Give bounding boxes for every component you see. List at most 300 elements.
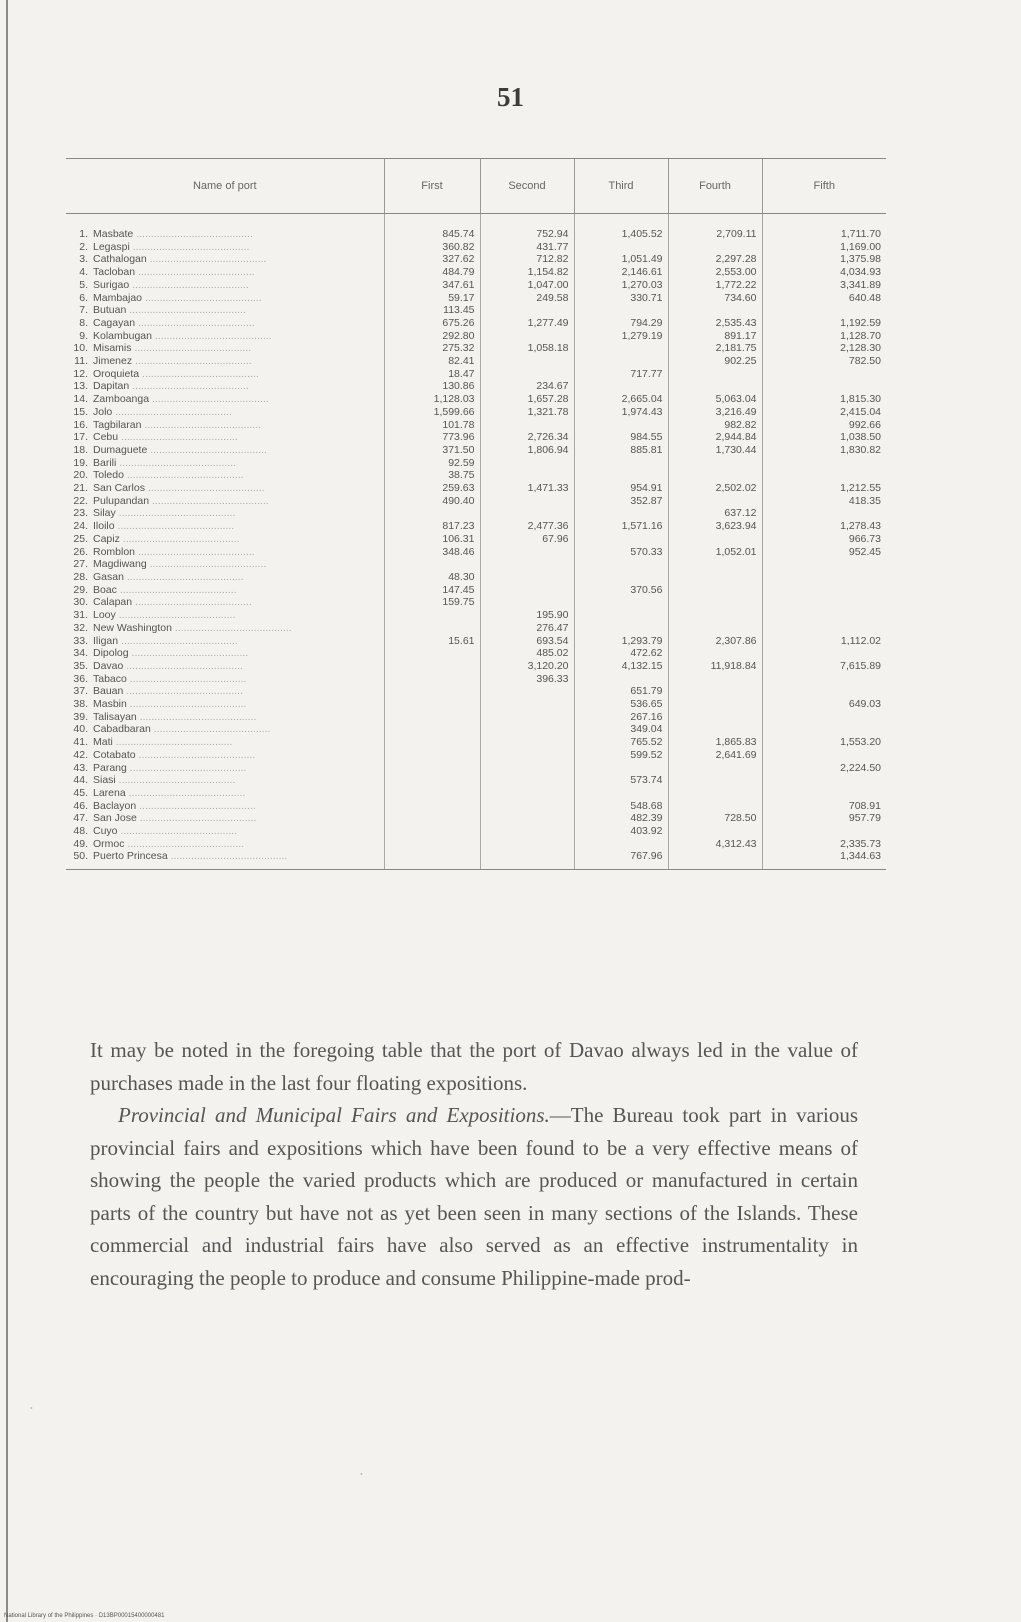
value-cell-third (574, 596, 668, 609)
port-name-cell (66, 584, 384, 597)
port-name: San Jose (93, 812, 137, 825)
value-cell-third: 767.96 (574, 850, 668, 869)
value-cell-third (574, 457, 668, 470)
value-cell-fourth: 637.12 (668, 507, 762, 520)
leader-dots: ........................................ (171, 621, 292, 634)
table-row (66, 698, 886, 711)
value-cell-third: 2,665.04 (574, 393, 668, 406)
port-name-cell (66, 622, 384, 635)
leader-dots: ........................................ (129, 278, 249, 291)
page-edge-rule (6, 0, 8, 1622)
value-cell-first (384, 812, 480, 825)
port-name-cell (66, 812, 384, 825)
leader-dots: ........................................ (135, 545, 255, 558)
row-number: 23. (73, 507, 88, 520)
leader-dots: ........................................ (124, 837, 245, 850)
value-cell-fourth (668, 711, 762, 724)
port-name-cell (66, 596, 384, 609)
leader-dots: ........................................ (128, 647, 249, 660)
value-cell-first: 113.45 (384, 304, 480, 317)
table-row (66, 711, 886, 724)
value-cell-fifth (762, 558, 886, 571)
value-cell-second (480, 838, 574, 851)
table-row (66, 749, 886, 762)
leader-dots: ........................................ (139, 367, 259, 380)
row-number: 20. (73, 469, 88, 482)
table-row (66, 406, 886, 419)
port-name-cell (66, 800, 384, 813)
leader-dots: ........................................ (118, 431, 238, 444)
value-cell-first (384, 660, 480, 673)
value-cell-second: 67.96 (480, 533, 574, 546)
port-name-cell (66, 571, 384, 584)
ports-purchases-table (66, 158, 886, 870)
value-cell-second (480, 800, 574, 813)
value-cell-fifth: 7,615.89 (762, 660, 886, 673)
value-cell-first: 15.61 (384, 635, 480, 648)
value-cell-second: 431.77 (480, 241, 574, 254)
value-cell-first: 360.82 (384, 241, 480, 254)
value-cell-third: 2,146.61 (574, 266, 668, 279)
value-cell-second (480, 812, 574, 825)
row-number: 38. (73, 698, 88, 711)
port-name-cell (66, 635, 384, 648)
table-header-row (66, 159, 886, 214)
value-cell-fourth: 734.60 (668, 292, 762, 305)
port-name: Butuan (93, 304, 127, 317)
value-cell-first (384, 762, 480, 775)
value-cell-second: 1,277.49 (480, 317, 574, 330)
leader-dots: ........................................ (167, 850, 288, 863)
port-name: Zamboanga (93, 393, 150, 406)
value-cell-first: 845.74 (384, 214, 480, 241)
port-name: Jimenez (93, 355, 133, 368)
port-name-cell (66, 838, 384, 851)
value-cell-fifth: 2,224.50 (762, 762, 886, 775)
value-cell-fifth: 640.48 (762, 292, 886, 305)
port-name-cell (66, 546, 384, 559)
value-cell-fourth: 2,641.69 (668, 749, 762, 762)
port-name-cell (66, 850, 384, 869)
row-number: 3. (79, 253, 88, 266)
scan-speck: • (360, 1470, 363, 1479)
value-cell-second (480, 711, 574, 724)
row-number: 42. (73, 748, 88, 761)
value-cell-fifth: 2,128.30 (762, 342, 886, 355)
leader-dots: ........................................ (146, 253, 267, 266)
value-cell-fourth (668, 596, 762, 609)
value-cell-first: 484.79 (384, 266, 480, 279)
table-row (66, 774, 886, 787)
value-cell-third: 349.04 (574, 723, 668, 736)
leader-dots: ........................................ (123, 659, 243, 672)
row-number: 48. (73, 825, 88, 838)
value-cell-third: 1,571.16 (574, 520, 668, 533)
port-name: Siasi (93, 774, 116, 787)
table-row (66, 457, 886, 470)
value-cell-fourth (668, 685, 762, 698)
port-name: Bauan (93, 685, 124, 698)
value-cell-first (384, 787, 480, 800)
value-cell-fifth: 3,341.89 (762, 279, 886, 292)
table-row (66, 850, 886, 869)
value-cell-fifth (762, 368, 886, 381)
value-cell-second (480, 419, 574, 432)
ports-table-container (66, 158, 886, 870)
value-cell-fifth: 1,278.43 (762, 520, 886, 533)
row-number: 28. (73, 570, 88, 583)
value-cell-fourth: 1,772.22 (668, 279, 762, 292)
value-cell-fifth (762, 673, 886, 686)
paragraph-davao-note: It may be noted in the foregoing table that the port of Davao always led in the value of purchases made in the last four floating expositions. (90, 1038, 858, 1095)
value-cell-fifth: 2,415.04 (762, 406, 886, 419)
value-cell-first (384, 698, 480, 711)
value-cell-fifth: 1,169.00 (762, 241, 886, 254)
value-cell-third: 482.39 (574, 812, 668, 825)
row-number: 21. (73, 482, 88, 495)
row-number: 50. (73, 850, 88, 863)
value-cell-second (480, 304, 574, 317)
value-cell-third: 954.91 (574, 482, 668, 495)
row-number: 2. (79, 240, 88, 253)
port-name-cell (66, 279, 384, 292)
value-cell-fifth: 992.66 (762, 419, 886, 432)
value-cell-fourth (668, 304, 762, 317)
leader-dots: ........................................ (146, 558, 267, 571)
value-cell-first (384, 825, 480, 838)
port-name: Dapitan (93, 380, 130, 393)
value-cell-fifth: 1,212.55 (762, 482, 886, 495)
value-cell-second (480, 774, 574, 787)
row-number: 43. (73, 761, 88, 774)
value-cell-fifth (762, 609, 886, 622)
row-number: 33. (73, 634, 88, 647)
table-row (66, 330, 886, 343)
value-cell-third: 984.55 (574, 431, 668, 444)
value-cell-second (480, 685, 574, 698)
value-cell-second: 2,477.36 (480, 520, 574, 533)
leader-dots: ........................................ (136, 710, 257, 723)
value-cell-third (574, 838, 668, 851)
port-name-cell (66, 787, 384, 800)
value-cell-first (384, 800, 480, 813)
value-cell-fourth (668, 380, 762, 393)
value-cell-fifth (762, 584, 886, 597)
table-row (66, 469, 886, 482)
port-name: Gasan (93, 570, 124, 583)
value-cell-second: 1,806.94 (480, 444, 574, 457)
value-cell-second: 1,047.00 (480, 279, 574, 292)
value-cell-first: 48.30 (384, 571, 480, 584)
port-name-cell (66, 520, 384, 533)
port-name-cell (66, 647, 384, 660)
port-name-cell (66, 723, 384, 736)
table-row (66, 800, 886, 813)
port-name-cell (66, 825, 384, 838)
value-cell-second: 1,657.28 (480, 393, 574, 406)
port-name: Calapan (93, 596, 133, 609)
table-row (66, 838, 886, 851)
value-cell-third: 885.81 (574, 444, 668, 457)
row-number: 25. (73, 532, 88, 545)
value-cell-third (574, 673, 668, 686)
header-second: Second (480, 159, 574, 214)
table-body (66, 214, 886, 870)
body-text (90, 1034, 858, 1294)
value-cell-fourth (668, 673, 762, 686)
value-cell-fourth (668, 698, 762, 711)
value-cell-first: 82.41 (384, 355, 480, 368)
port-name: Silay (93, 507, 116, 520)
table-row (66, 812, 886, 825)
row-number: 8. (79, 316, 88, 329)
leader-dots: ........................................ (123, 685, 243, 698)
value-cell-fifth: 1,192.59 (762, 317, 886, 330)
leader-dots: ........................................ (135, 748, 256, 761)
port-name-cell (66, 431, 384, 444)
row-number: 47. (73, 812, 88, 825)
value-cell-first (384, 609, 480, 622)
port-name-cell (66, 774, 384, 787)
value-cell-fifth (762, 787, 886, 800)
row-number: 7. (79, 304, 88, 317)
table-row (66, 253, 886, 266)
table-row (66, 355, 886, 368)
value-cell-fourth: 5,063.04 (668, 393, 762, 406)
port-name: Cuyo (93, 825, 118, 838)
value-cell-first (384, 685, 480, 698)
value-cell-first: 490.40 (384, 495, 480, 508)
value-cell-second (480, 546, 574, 559)
value-cell-fourth (668, 723, 762, 736)
row-number: 40. (73, 723, 88, 736)
value-cell-third: 370.56 (574, 584, 668, 597)
value-cell-first: 817.23 (384, 520, 480, 533)
leader-dots: ........................................ (116, 456, 236, 469)
value-cell-fifth: 1,711.70 (762, 214, 886, 241)
value-cell-third: 536.65 (574, 698, 668, 711)
value-cell-third (574, 507, 668, 520)
table-row (66, 635, 886, 648)
row-number: 19. (73, 456, 88, 469)
value-cell-fifth: 1,815.30 (762, 393, 886, 406)
value-cell-fifth: 952.45 (762, 546, 886, 559)
port-name: Boac (93, 583, 117, 596)
port-name: San Carlos (93, 482, 145, 495)
table-row (66, 279, 886, 292)
leader-dots: ........................................ (123, 469, 244, 482)
table-row (66, 660, 886, 673)
value-cell-fifth (762, 685, 886, 698)
value-cell-first: 371.50 (384, 444, 480, 457)
row-number: 39. (73, 710, 88, 723)
leader-dots: ........................................ (126, 698, 247, 711)
value-cell-fourth (668, 800, 762, 813)
port-name-cell (66, 330, 384, 343)
value-cell-second: 485.02 (480, 647, 574, 660)
value-cell-fifth: 2,335.73 (762, 838, 886, 851)
port-name-cell (66, 469, 384, 482)
port-name: Pulupandan (93, 494, 150, 507)
value-cell-fourth: 1,730.44 (668, 444, 762, 457)
value-cell-third (574, 622, 668, 635)
value-cell-third: 570.33 (574, 546, 668, 559)
value-cell-first (384, 622, 480, 635)
value-cell-third: 1,293.79 (574, 635, 668, 648)
table-row (66, 444, 886, 457)
value-cell-second: 1,058.18 (480, 342, 574, 355)
port-name-cell (66, 660, 384, 673)
value-cell-second (480, 596, 574, 609)
value-cell-second (480, 571, 574, 584)
row-number: 41. (73, 736, 88, 749)
value-cell-fourth (668, 241, 762, 254)
value-cell-third (574, 419, 668, 432)
port-name-cell (66, 419, 384, 432)
table-row (66, 266, 886, 279)
value-cell-first: 106.31 (384, 533, 480, 546)
table-row (66, 241, 886, 254)
value-cell-fifth: 1,038.50 (762, 431, 886, 444)
table-row (66, 584, 886, 597)
value-cell-fourth: 2,535.43 (668, 317, 762, 330)
leader-dots: ........................................ (115, 507, 236, 520)
paragraph-fairs-body: —The Bureau took part in various provincial fairs and expositions which have been found to be a very effective means of showing the people the varied products which are produced or manufactured in certain parts of the country but have not as yet been seen in many sections of the Islands. These commercial and industrial fairs have also served as an effective instrumentality in encouraging the people to produce and consume Philippine-made prod- (90, 1103, 858, 1290)
leader-dots: ........................................ (136, 812, 257, 825)
value-cell-third: 403.92 (574, 825, 668, 838)
value-cell-second: 2,726.34 (480, 431, 574, 444)
value-cell-second (480, 749, 574, 762)
value-cell-second (480, 736, 574, 749)
port-name: Oroquieta (93, 367, 140, 380)
leader-dots: ........................................ (149, 393, 269, 406)
row-number: 31. (73, 609, 88, 622)
port-name: Cotabato (93, 748, 136, 761)
leader-dots: ........................................ (132, 355, 252, 368)
row-number: 6. (79, 291, 88, 304)
row-number: 10. (73, 342, 88, 355)
value-cell-first: 773.96 (384, 431, 480, 444)
value-cell-third: 267.16 (574, 711, 668, 724)
leader-dots: ........................................ (133, 228, 253, 240)
table-row (66, 723, 886, 736)
row-number: 5. (79, 278, 88, 291)
value-cell-fourth (668, 571, 762, 584)
table-row (66, 533, 886, 546)
value-cell-fourth: 891.17 (668, 330, 762, 343)
value-cell-second (480, 558, 574, 571)
leader-dots: ........................................ (118, 634, 238, 647)
value-cell-fourth: 2,181.75 (668, 342, 762, 355)
port-name-cell (66, 444, 384, 457)
port-name-cell (66, 292, 384, 305)
leader-dots: ........................................ (125, 786, 246, 799)
value-cell-second (480, 457, 574, 470)
row-number: 26. (73, 545, 88, 558)
leader-dots: ........................................ (123, 570, 244, 583)
table-row (66, 214, 886, 241)
value-cell-second: 752.94 (480, 214, 574, 241)
row-number: 36. (73, 672, 88, 685)
value-cell-first (384, 507, 480, 520)
row-number: 32. (73, 621, 88, 634)
value-cell-fifth (762, 507, 886, 520)
port-name: Tagbilaran (93, 418, 142, 431)
port-name-cell (66, 533, 384, 546)
value-cell-fifth (762, 380, 886, 393)
row-number: 27. (73, 558, 88, 571)
value-cell-fourth: 3,623.94 (668, 520, 762, 533)
value-cell-fifth: 4,034.93 (762, 266, 886, 279)
leader-dots: ........................................ (115, 774, 236, 787)
value-cell-second (480, 355, 574, 368)
leader-dots: ........................................ (135, 316, 255, 329)
table-row (66, 571, 886, 584)
leader-dots: ........................................ (136, 799, 256, 812)
row-number: 18. (73, 443, 88, 456)
port-name-cell (66, 711, 384, 724)
value-cell-fourth (668, 609, 762, 622)
table-row (66, 762, 886, 775)
row-number: 30. (73, 596, 88, 609)
value-cell-third (574, 304, 668, 317)
value-cell-second: 396.33 (480, 673, 574, 686)
value-cell-first: 130.86 (384, 380, 480, 393)
header-name-of-port: Name of port (66, 159, 384, 214)
header-first: First (384, 159, 480, 214)
leader-dots: ........................................ (129, 240, 250, 253)
table-row (66, 393, 886, 406)
port-name-cell (66, 482, 384, 495)
value-cell-fourth: 902.25 (668, 355, 762, 368)
value-cell-third (574, 469, 668, 482)
table-row (66, 292, 886, 305)
table-row (66, 647, 886, 660)
row-number: 45. (73, 786, 88, 799)
port-name: Kolambugan (93, 329, 152, 342)
port-name: Larena (93, 786, 126, 799)
port-name: Romblon (93, 545, 136, 558)
port-name-cell (66, 736, 384, 749)
port-name: Masbin (93, 698, 127, 711)
value-cell-second: 249.58 (480, 292, 574, 305)
value-cell-fifth (762, 711, 886, 724)
leader-dots: ........................................ (115, 609, 236, 622)
value-cell-third: 548.68 (574, 800, 668, 813)
value-cell-third: 4,132.15 (574, 660, 668, 673)
value-cell-fifth: 966.73 (762, 533, 886, 546)
value-cell-fourth: 2,297.28 (668, 253, 762, 266)
leader-dots: ........................................ (126, 304, 246, 317)
row-number: 12. (73, 367, 88, 380)
port-name: Davao (93, 659, 124, 672)
value-cell-third: 1,279.19 (574, 330, 668, 343)
value-cell-third: 794.29 (574, 317, 668, 330)
port-name-cell (66, 355, 384, 368)
port-name: Toledo (93, 469, 124, 482)
row-number: 37. (73, 685, 88, 698)
leader-dots: ........................................ (149, 494, 269, 507)
port-name-cell (66, 304, 384, 317)
leader-dots: ........................................ (147, 443, 267, 456)
port-name: Jolo (93, 405, 113, 418)
port-name-cell (66, 380, 384, 393)
value-cell-fourth: 1,052.01 (668, 546, 762, 559)
value-cell-fifth (762, 304, 886, 317)
port-name: Barili (93, 456, 117, 469)
leader-dots: ........................................ (126, 761, 247, 774)
value-cell-second (480, 330, 574, 343)
